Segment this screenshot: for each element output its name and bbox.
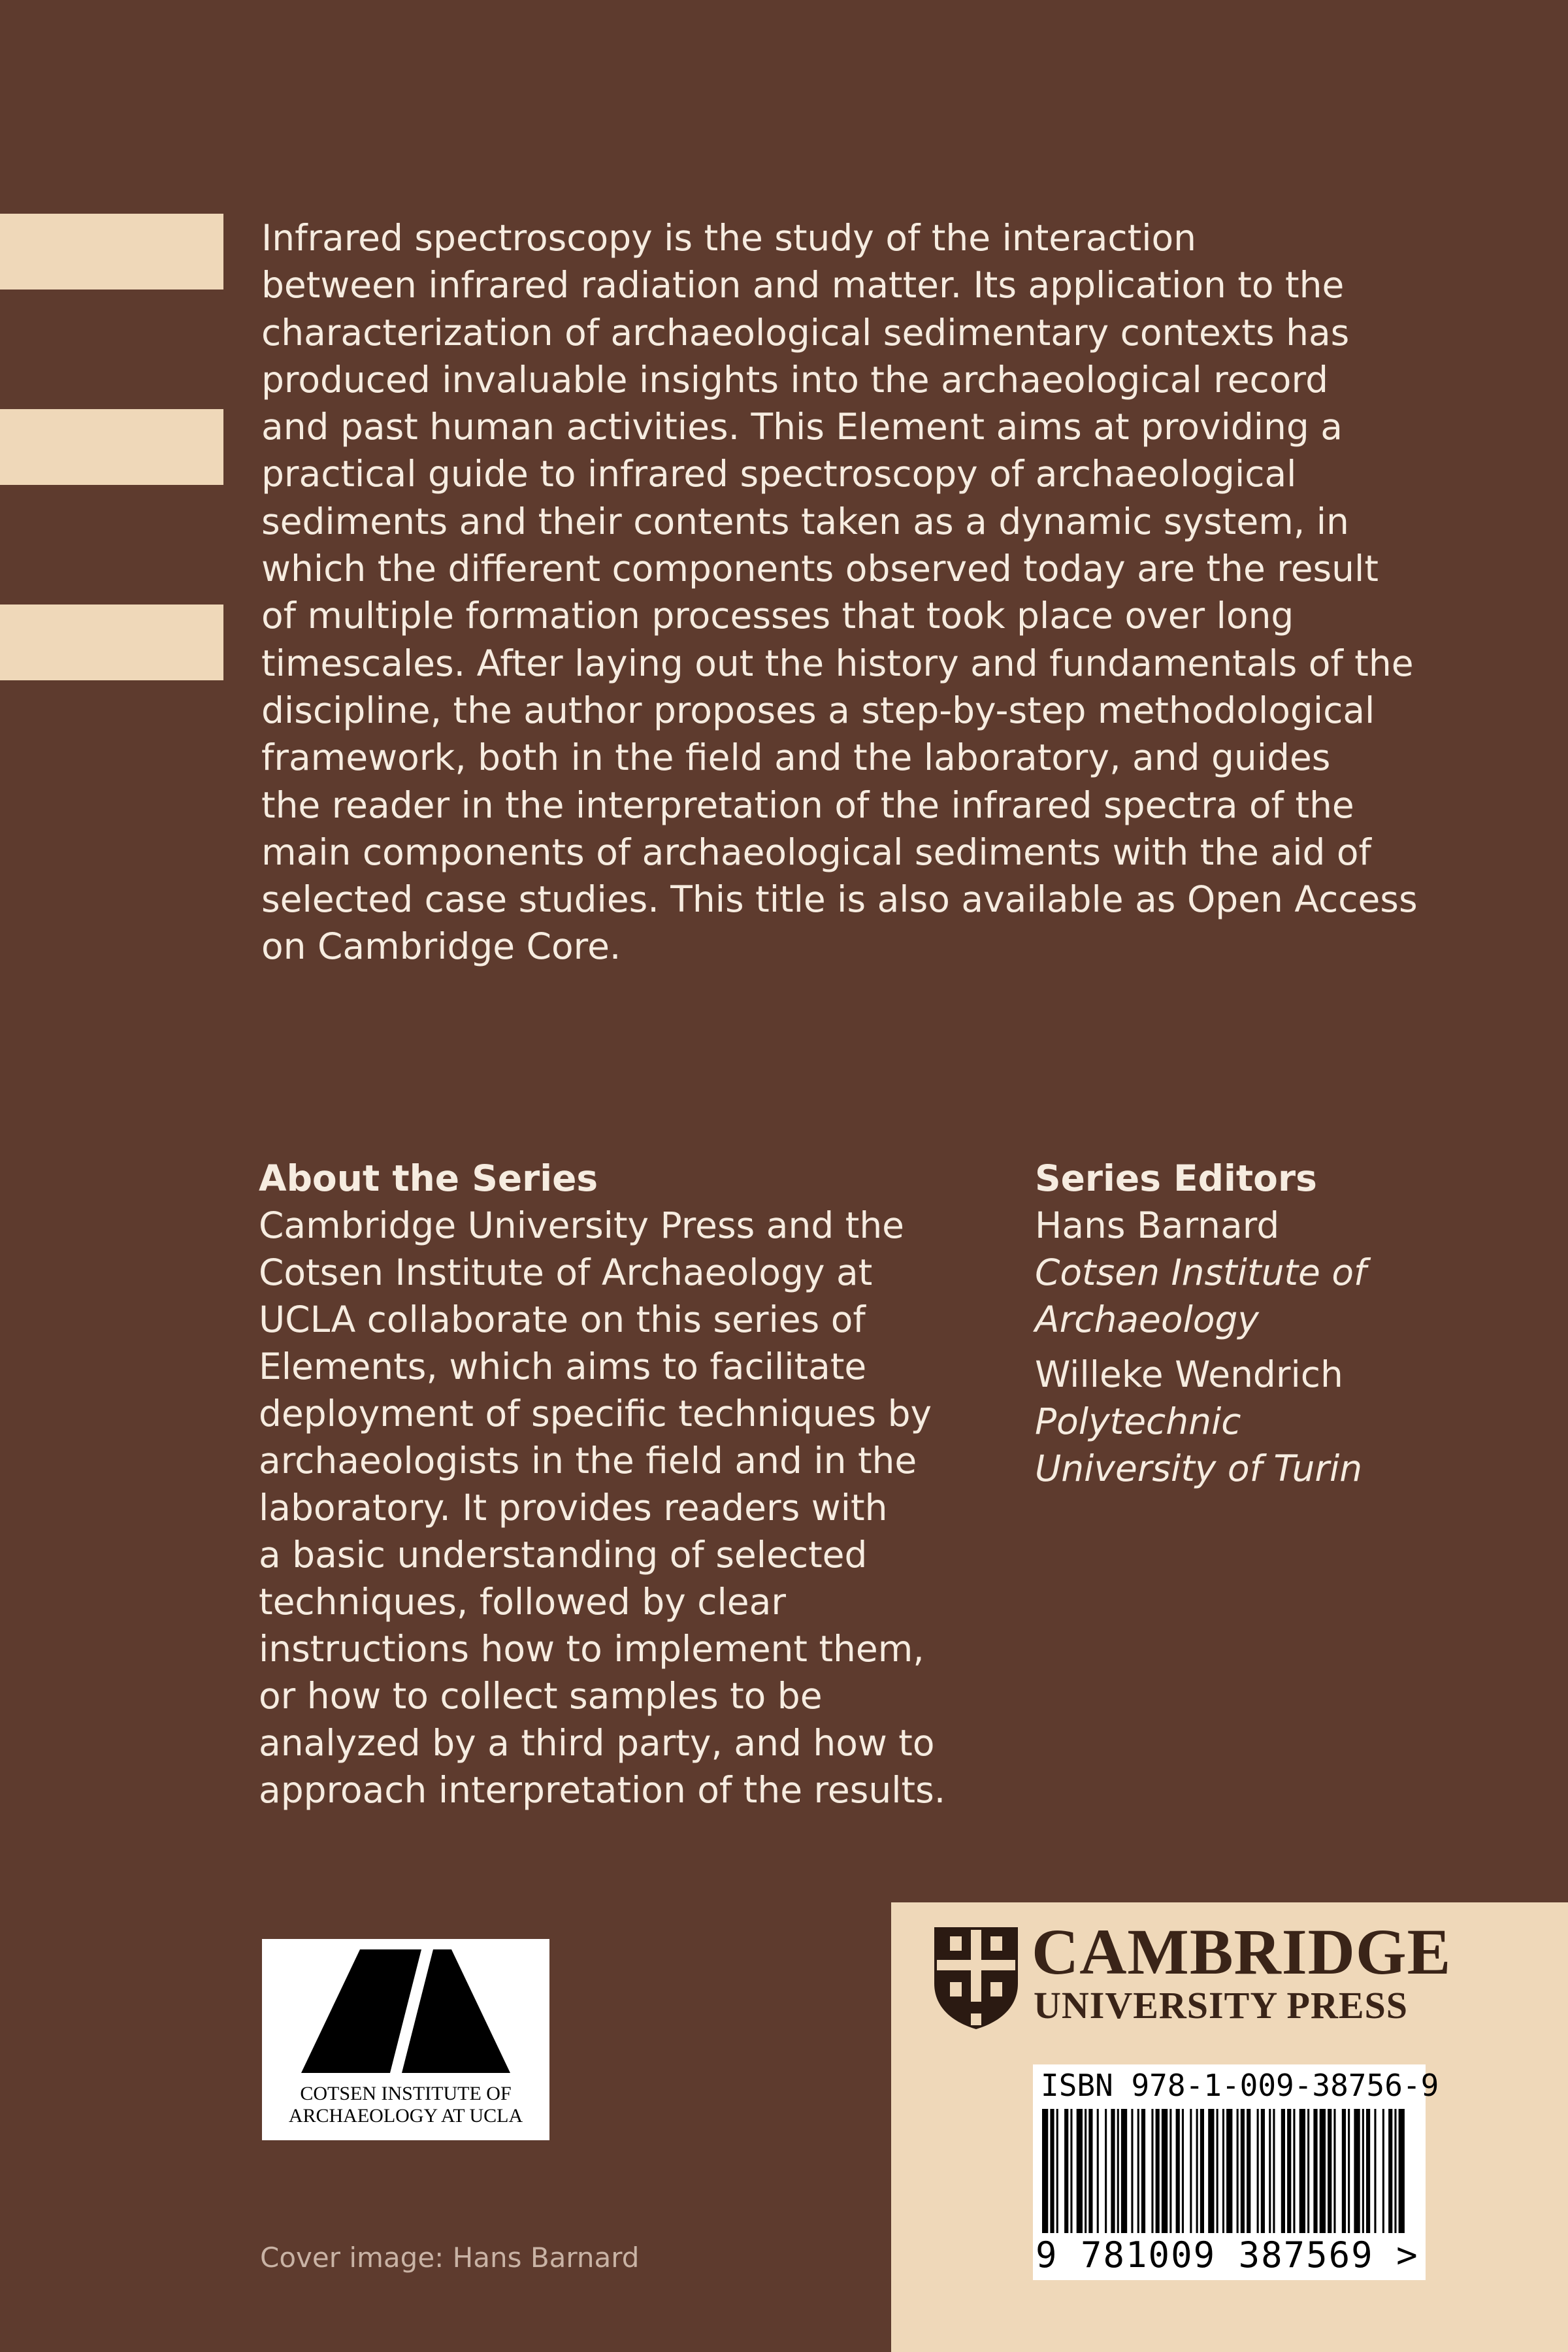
series-editors-heading: Series Editors <box>1035 1157 1317 1199</box>
barcode-bar <box>1257 2109 1259 2233</box>
about-series-line: laboratory. It provides readers with <box>259 1487 888 1529</box>
barcode-bar <box>1281 2109 1285 2233</box>
barcode-bar <box>1190 2109 1192 2233</box>
accent-bar-middle <box>0 409 223 485</box>
barcode-bar <box>1382 2109 1384 2233</box>
barcode-bar <box>1137 2109 1139 2233</box>
blurb-line: produced invaluable insights into the archaeological record <box>261 358 1329 401</box>
barcode-bar <box>1313 2109 1317 2233</box>
cover-image-credit: Cover image: Hans Barnard <box>260 2242 640 2274</box>
barcode-bar <box>1342 2109 1346 2233</box>
editor-affiliation: Archaeology <box>1035 1299 1259 1340</box>
barcode-bar <box>1293 2109 1295 2233</box>
editor-affiliation: Polytechnic <box>1035 1400 1241 1442</box>
barcode-bar <box>1287 2109 1291 2233</box>
about-series-line: UCLA collaborate on this series of <box>259 1299 866 1340</box>
barcode-bar <box>1226 2109 1232 2233</box>
editor-affiliation: Cotsen Institute of <box>1035 1251 1367 1293</box>
barcode-bar <box>1117 2109 1119 2233</box>
blurb-line: which the different components observed today are the result <box>261 548 1379 590</box>
barcode-bar <box>1077 2109 1083 2233</box>
barcode-bar <box>1333 2109 1335 2233</box>
blurb-line: sediments and their contents taken as a dynamic system, in <box>261 500 1349 542</box>
description-blurb <box>261 214 1437 970</box>
about-series-section <box>259 1155 977 1814</box>
barcode-bar <box>1070 2109 1072 2233</box>
isbn-label: ISBN 978-1-009-38756-9 <box>1041 2068 1439 2103</box>
barcode-bar <box>1362 2109 1364 2233</box>
barcode-bar <box>1088 2109 1092 2233</box>
barcode-bar <box>1097 2109 1099 2233</box>
blurb-line: and past human activities. This Element aims at providing a <box>261 406 1343 448</box>
cotsen-logo-line: ARCHAEOLOGY AT UCLA <box>288 2105 523 2127</box>
barcode-bar <box>1085 2109 1086 2233</box>
cotsen-logo-line: COTSEN INSTITUTE OF <box>300 2083 512 2104</box>
barcode-bar <box>1388 2109 1392 2233</box>
isbn-barcode-block <box>1033 2064 1439 2280</box>
barcode-bar <box>1273 2109 1275 2233</box>
publisher-panel <box>891 1902 1568 2352</box>
barcode-bar <box>1217 2109 1218 2233</box>
about-series-heading: About the Series <box>259 1157 598 1199</box>
barcode-bar <box>1105 2109 1107 2233</box>
about-series-line: a basic understanding of selected <box>259 1534 868 1576</box>
about-series-line: or how to collect samples to be <box>259 1675 823 1717</box>
cotsen-institute-logo <box>262 1939 549 2140</box>
blurb-line: between infrared radiation and matter. Its application to the <box>261 264 1345 306</box>
barcode-icon <box>1041 2109 1407 2233</box>
barcode-bar <box>1399 2109 1405 2233</box>
blurb-line: characterization of archaeological sedimentary contexts has <box>261 311 1350 354</box>
blurb-line: framework, both in the field and the laboratory, and guides <box>261 737 1331 779</box>
blurb-line: of multiple formation processes that took place over long <box>261 595 1294 637</box>
about-series-line: deployment of specific techniques by <box>259 1393 932 1434</box>
barcode-bar <box>1348 2109 1350 2233</box>
barcode-bar <box>1261 2109 1265 2233</box>
editor-spacer <box>1035 1343 1492 1351</box>
barcode-bar <box>1237 2109 1239 2233</box>
about-series-line: Elements, which aims to facilitate <box>259 1346 867 1387</box>
barcode-bar <box>1169 2109 1171 2233</box>
blurb-line: main components of archaeological sediments with the aid of <box>261 831 1371 873</box>
barcode-bar <box>1151 2109 1153 2233</box>
barcode-bar <box>1141 2109 1145 2233</box>
barcode-bar <box>1299 2109 1305 2233</box>
barcode-bar <box>1121 2109 1127 2233</box>
cambridge-shield-icon <box>930 1923 1022 2032</box>
ean-digits: 9 781009 387569 > <box>1036 2234 1419 2276</box>
barcode-bar <box>1269 2109 1271 2233</box>
barcode-bar <box>1182 2109 1184 2233</box>
barcode-bar <box>1131 2109 1133 2233</box>
barcode-bar <box>1200 2109 1204 2233</box>
barcode-bar <box>1307 2109 1309 2233</box>
barcode-bar <box>1162 2109 1168 2233</box>
series-editors-section <box>1035 1155 1492 1492</box>
about-series-line: analyzed by a third party, and how to <box>259 1722 935 1764</box>
barcode-bar <box>1328 2109 1331 2233</box>
accent-bar-bottom <box>0 605 223 680</box>
barcode-bar <box>1320 2109 1326 2233</box>
about-series-line: instructions how to implement them, <box>259 1628 924 1670</box>
blurb-line: timescales. After laying out the history and fundamentals of the <box>261 642 1414 684</box>
barcode-bar <box>1156 2109 1160 2233</box>
barcode-bar <box>1050 2109 1054 2233</box>
about-series-line: techniques, followed by clear <box>259 1581 786 1623</box>
accent-bar-top <box>0 214 223 290</box>
barcode-bar <box>1247 2109 1250 2233</box>
barcode-bar <box>1222 2109 1224 2233</box>
about-series-line: approach interpretation of the results. <box>259 1769 946 1811</box>
barcode-bar <box>1196 2109 1198 2233</box>
about-series-line: Cambridge University Press and the <box>259 1204 905 1246</box>
barcode-bar <box>1354 2109 1360 2233</box>
barcode-bar <box>1241 2109 1245 2233</box>
publisher-subtitle: UNIVERSITY PRESS <box>1034 1984 1409 2027</box>
barcode-bar <box>1056 2109 1058 2233</box>
blurb-line: practical guide to infrared spectroscopy of archaeological <box>261 453 1297 495</box>
about-series-line: Cotsen Institute of Archaeology at <box>259 1251 873 1293</box>
blurb-line: Infrared spectroscopy is the study of the interaction <box>261 217 1197 259</box>
barcode-bar <box>1064 2109 1068 2233</box>
publisher-name: CAMBRIDGE <box>1032 1915 1452 1988</box>
about-series-line: archaeologists in the field and in the <box>259 1440 917 1482</box>
barcode-bar <box>1394 2109 1396 2233</box>
barcode-bar <box>1176 2109 1180 2233</box>
editor-affiliation: University of Turin <box>1035 1448 1363 1489</box>
barcode-bar <box>1366 2109 1370 2233</box>
blurb-line: on Cambridge Core. <box>261 925 621 968</box>
editor-name: Hans Barnard <box>1035 1204 1280 1246</box>
blurb-line: selected case studies. This title is also available as Open Access <box>261 878 1418 921</box>
barcode-bar <box>1111 2109 1115 2233</box>
barcode-bar <box>1374 2109 1376 2233</box>
editor-name: Willeke Wendrich <box>1035 1353 1343 1395</box>
blurb-line: the reader in the interpretation of the infrared spectra of the <box>261 784 1354 826</box>
barcode-bar <box>1208 2109 1214 2233</box>
blurb-line: discipline, the author proposes a step-by-step methodological <box>261 689 1375 731</box>
barcode-bar <box>1042 2109 1048 2233</box>
